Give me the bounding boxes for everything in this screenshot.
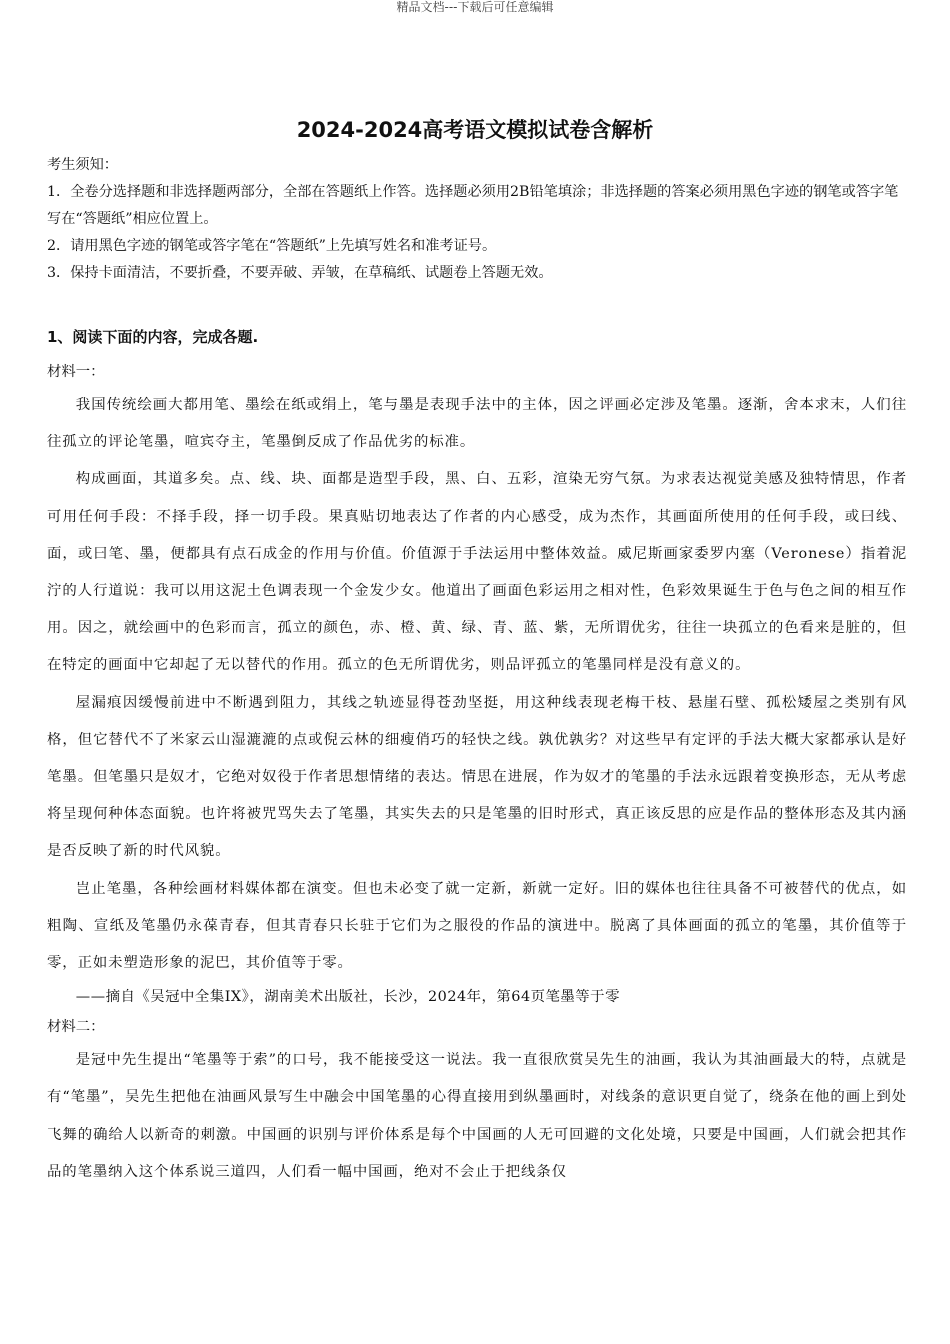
notice-item: 2．请用黑色字迹的钢笔或答字笔在“答题纸”上先填写姓名和准考证号。: [47, 238, 497, 254]
reading-question: [47, 323, 907, 1191]
material-two-label: 材料二：: [47, 1019, 105, 1036]
material-two-paragraph: 是冠中先生提出“笔墨等于索”的口号，我不能接受这一说法。我一直很欣赏吴先生的油画，我认为其油画最大的特，点就是有“笔墨”，吴先生把他在油画风景写生中融会中国笔墨的心得直接用到纵墨画时，对线条的意识更自觉了，绕条在他的画上到处飞舞的确给人以新奇的刺激。中国画的识别与评价体系是每个中国画的人无可回避的文化处境，只要是中国画，人们就会把其作品的笔墨纳入这个体系说三道四，人们看一幅中国画，绝对不会止于把线条仅: [47, 1052, 907, 1180]
question-heading: 1、阅读下面的内容，完成各题.: [47, 328, 259, 346]
document-title: 2024-2024高考语文模拟试卷含解析: [296, 118, 654, 142]
material-one-paragraph: 屋漏痕因缓慢前进中不断遇到阻力，其线之轨迹显得苍劲坚挺，用这种线表现老梅干枝、悬崖石壁、孤松矮屋之类别有风格，但它替代不了米家云山湿漉漉的点或倪云林的细瘦俏巧的轻快之线。孰优孰劣？对这些早有定评的手法大概大家都承认是好笔墨。但笔墨只是奴才，它绝对奴役于作者思想情绪的表达。情思在进展，作为奴才的笔墨的手法永远跟着变换形态，无从考虑将呈现何种体态面貌。也许将被咒骂失去了笔墨，其实失去的只是笔墨的旧时形式，真正该反思的应是作品的整体形态及其内涵是否反映了新的时代风貌。: [47, 694, 907, 860]
material-one-source: ——摘自《吴冠中全集IX》，湖南美术出版社，长沙，2024年，第64页笔墨等于零: [75, 989, 620, 1006]
material-one-label: 材料一：: [47, 364, 105, 380]
page-header-watermark: 精品文档---下载后可任意编辑: [396, 0, 554, 14]
notice-item: 3．保持卡面清洁，不要折叠，不要弄破、弄皱，在草稿纸、试题卷上答题无效。: [47, 265, 553, 281]
material-one-paragraph: 岂止笔墨，各种绘画材料媒体都在演变。但也未必变了就一定新，新就一定好。旧的媒体也往往具备不可被替代的优点，如粗陶、宣纸及笔墨仍永葆青春，但其青春只长驻于它们为之服役的作品的演进中。脱离了具体画面的孤立的笔墨，其价值等于零，正如未塑造形象的泥巴，其价值等于零。: [47, 880, 907, 972]
notice-item: 1．全卷分选择题和非选择题两部分，全部在答题纸上作答。选择题必须用2B铅笔填涂；非选择题的答案必须用黑色字迹的钢笔或答字笔写在“答题纸”相应位置上。: [47, 184, 899, 227]
material-one-paragraph: 构成画面，其道多矣。点、线、块、面都是造型手段，黑、白、五彩，渲染无穷气氛。为求表达视觉美感及独特情思，作者可用任何手段：不择手段，择一切手段。果真贴切地表达了作者的内心感受，成为杰作，其画面所使用的任何手段，或曰线、面，或曰笔、墨，便都具有点石成金的作用与价值。价值源于手法运用中整体效益。威尼斯画家委罗内塞（Veronese）指着泥泞的人行道说：我可以用这泥土色调表现一个金发少女。他道出了画面色彩运用之相对性，色彩效果诞生于色与色之间的相互作用。因之，就绘画中的色彩而言，孤立的颜色，赤、橙、黄、绿、青、蓝、紫，无所谓优劣，往往一块孤立的色看来是脏的，但在特定的画面中它却起了无以替代的作用。孤立的色无所谓优劣，则品评孤立的笔墨同样是没有意义的。: [47, 471, 907, 674]
notice-heading: 考生须知：: [47, 157, 118, 173]
material-one-paragraph: 我国传统绘画大都用笔、墨绘在纸或绢上，笔与墨是表现手法中的主体，因之评画必定涉及笔墨。逐渐，舍本求末，人们往往孤立的评论笔墨，喧宾夺主，笔墨倒反成了作品优劣的标准。: [47, 397, 907, 451]
exam-notice: [47, 152, 907, 287]
